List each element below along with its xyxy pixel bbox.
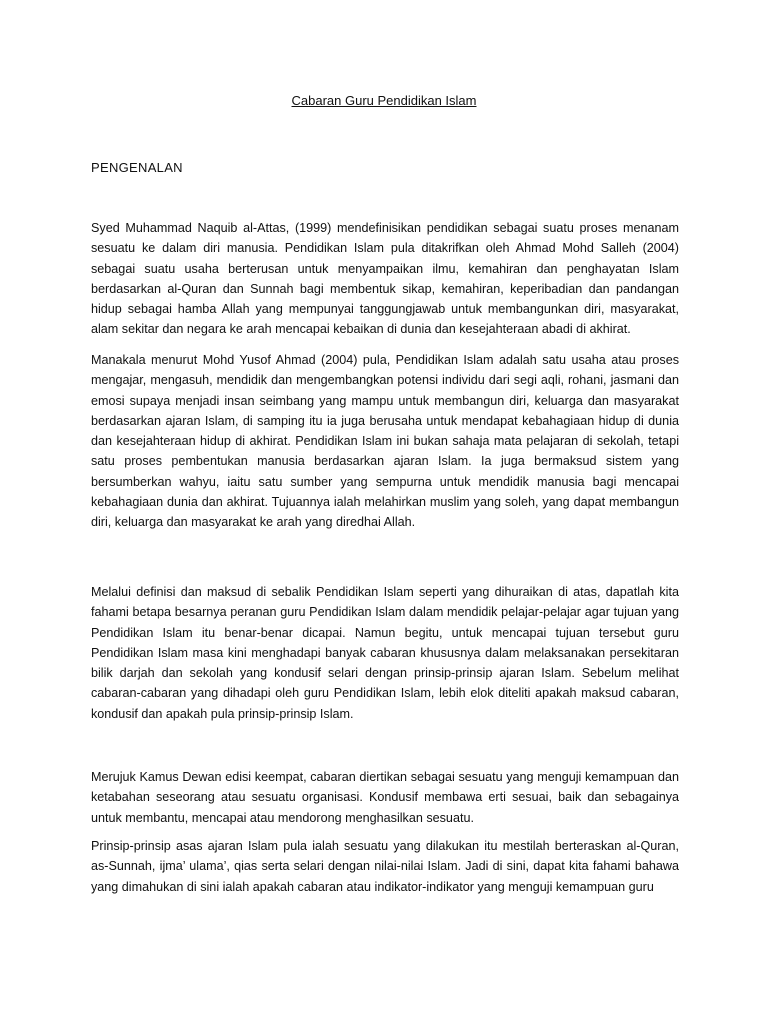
paragraph-4: Merujuk Kamus Dewan edisi keempat, cabaran diertikan sebagai sesuatu yang menguji kemampuan dan ketabahan seseorang atau sesuatu organisasi. Kondusif membawa erti sesuai, baik dan sebagainya untuk membantu, mencapai atau mendorong menghasilkan sesuatu. <box>91 770 679 825</box>
paragraph-2: Manakala menurut Mohd Yusof Ahmad (2004) pula, Pendidikan Islam adalah satu usaha atau proses mengajar, mengasuh, mendidik dan mengembangkan potensi individu dari segi aqli, rohani, jasmani dan emosi supaya menjadi insan seimbang yang mampu untuk membangun diri, keluarga dan masyarakat berdasarkan ajaran Islam, di samping itu ia juga berusaha untuk mendapat kebahagiaan hidup di dunia dan kesejahteraan hidup di akhirat. Pendidikan Islam ini bukan sahaja mata pelajaran di sekolah, tetapi satu proses pembentukan manusia berdasarkan ajaran Islam. Ia juga bermaksud sistem yang bersumberkan wahyu, iaitu satu sumber yang sempurna untuk mendidik manusia bagi mencapai kebahagiaan dunia dan akhirat. Tujuannya ialah melahirkan muslim yang soleh, yang dapat membangun diri, keluarga dan masyarakat ke arah yang diredhai Allah. <box>91 353 679 530</box>
paragraph-1: Syed Muhammad Naquib al-Attas, (1999) mendefinisikan pendidikan sebagai suatu proses menanam sesuatu ke dalam diri manusia. Pendidikan Islam pula ditakrifkan oleh Ahmad Mohd Salleh (2004) sebagai suatu usaha berterusan untuk menyampaikan ilmu, kemahiran dan penghayatan Islam berdasarkan al-Quran dan Sunnah bagi membentuk sikap, kemahiran, keperibadian dan pandangan hidup sebagai hamba Allah yang mempunyai tanggungjawab untuk membangunkan diri, masyarakat, alam sekitar dan negara ke arah mencapai kebaikan di dunia dan kesejahteraan abadi di akhirat. <box>91 221 679 337</box>
paragraph-5: Prinsip-prinsip asas ajaran Islam pula ialah sesuatu yang dilakukan itu mestilah berteraskan al-Quran, as-Sunnah, ijma’ ulama’, qias serta selari dengan nilai-nilai Islam. Jadi di sini, dapat kita fahami bahawa yang dimahukan di sini ialah apakah cabaran atau indikator-indikator yang menguji kemampuan guru <box>91 839 679 894</box>
section-heading: PENGENALAN <box>91 160 183 175</box>
document-title: Cabaran Guru Pendidikan Islam <box>291 93 477 108</box>
paragraph-3: Melalui definisi dan maksud di sebalik Pendidikan Islam seperti yang dihuraikan di atas, dapatlah kita fahami betapa besarnya peranan guru Pendidikan Islam dalam mendidik pelajar-pelajar agar tujuan yang Pendidikan Islam itu benar-benar dicapai. Namun begitu, untuk mencapai tujuan tersebut guru Pendidikan Islam masa kini menghadapi banyak cabaran khususnya dalam melaksanakan persekitaran bilik darjah dan sekolah yang kondusif selari dengan prinsip-prinsip ajaran Islam. Sebelum melihat cabaran-cabaran yang dihadapi oleh guru Pendidikan Islam, lebih elok diteliti apakah maksud cabaran, kondusif dan apakah pula prinsip-prinsip Islam. <box>91 585 679 721</box>
